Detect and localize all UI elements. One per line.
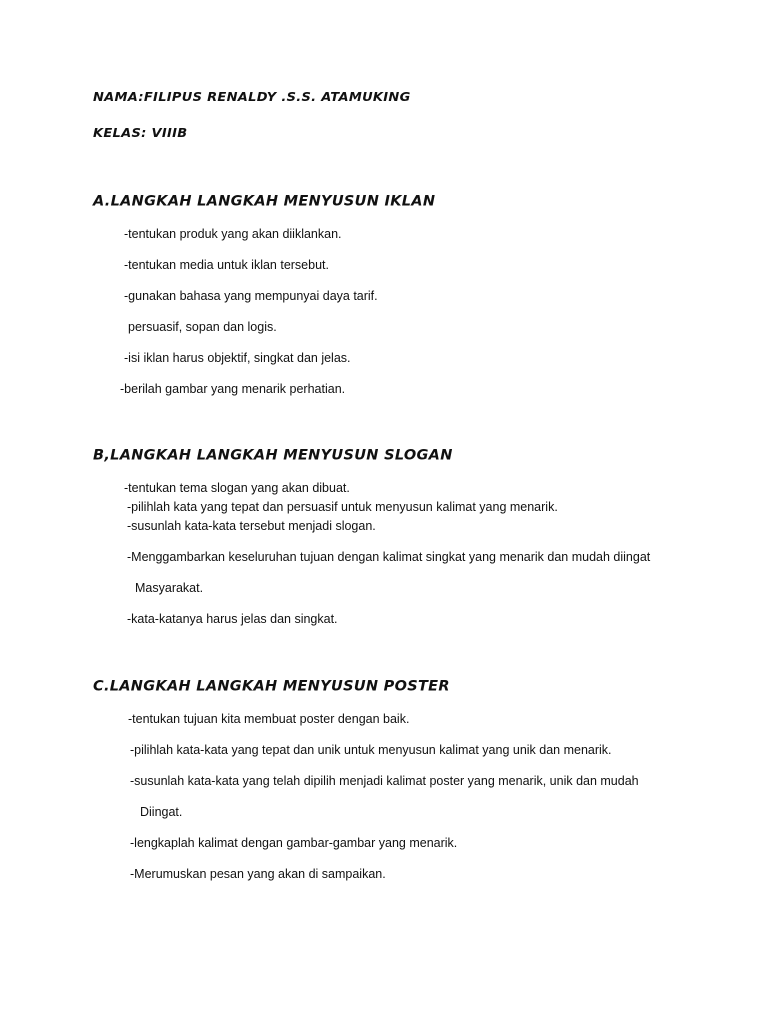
- section-c-line: Diingat.: [140, 805, 183, 819]
- section-c-heading: C.LANGKAH LANGKAH MENYUSUN POSTER: [93, 678, 450, 695]
- section-a-line: -tentukan produk yang akan diiklankan.: [124, 227, 342, 241]
- section-c-line: -lengkaplah kalimat dengan gambar-gambar yang menarik.: [130, 836, 458, 850]
- section-b-line: -tentukan tema slogan yang akan dibuat.: [124, 481, 350, 495]
- section-b-line: Masyarakat.: [135, 581, 204, 595]
- section-a-line: persuasif, sopan dan logis.: [128, 320, 277, 334]
- student-name: NAMA:FILIPUS RENALDY .S.S. ATAMUKING: [93, 91, 411, 105]
- section-b-line: -susunlah kata-kata tersebut menjadi slogan.: [127, 519, 376, 533]
- section-b-line: -kata-katanya harus jelas dan singkat.: [127, 612, 338, 626]
- section-b-line: -pilihlah kata yang tepat dan persuasif untuk menyusun kalimat yang menarik.: [127, 500, 558, 514]
- section-c-line: -pilihlah kata-kata yang tepat dan unik untuk menyusun kalimat yang unik dan menarik.: [130, 743, 612, 757]
- section-a-line: -gunakan bahasa yang mempunyai daya tarif.: [124, 289, 378, 303]
- section-b-heading: B,LANGKAH LANGKAH MENYUSUN SLOGAN: [93, 447, 453, 464]
- section-a-heading: A.LANGKAH LANGKAH MENYUSUN IKLAN: [93, 193, 436, 210]
- section-a-line: -isi iklan harus objektif, singkat dan jelas.: [124, 351, 351, 365]
- section-a-line: -tentukan media untuk iklan tersebut.: [124, 258, 329, 272]
- section-c-line: -Merumuskan pesan yang akan di sampaikan.: [130, 867, 386, 881]
- section-b-line: -Menggambarkan keseluruhan tujuan dengan kalimat singkat yang menarik dan mudah diingat: [127, 550, 651, 564]
- section-c-line: -susunlah kata-kata yang telah dipilih menjadi kalimat poster yang menarik, unik dan mudah: [130, 774, 639, 788]
- section-a-line: -berilah gambar yang menarik perhatian.: [120, 382, 346, 396]
- student-class: KELAS: VIIIB: [93, 127, 188, 141]
- section-c-line: -tentukan tujuan kita membuat poster dengan baik.: [128, 712, 410, 726]
